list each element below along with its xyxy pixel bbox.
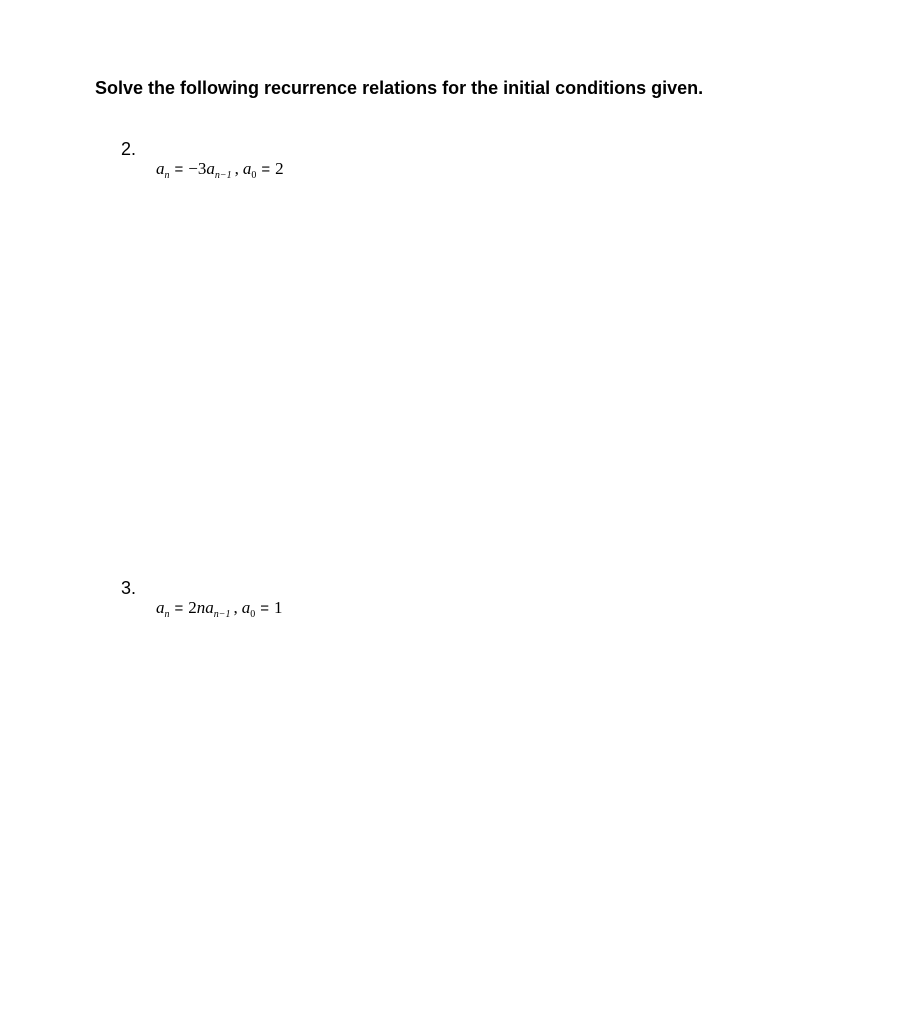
lhs-variable: a <box>156 598 165 617</box>
lhs-variable: a <box>156 159 165 178</box>
initial-value: 1 <box>274 598 283 617</box>
rhs-subscript-text: n−1 <box>214 170 232 181</box>
recurrence-equation-3 <box>156 597 283 622</box>
coefficient-variable: n <box>196 598 206 617</box>
initial-equals-sign: = <box>261 161 271 178</box>
coefficient: −3 <box>188 159 207 178</box>
initial-value: 2 <box>275 159 284 178</box>
problem-number-3: 3. <box>121 578 137 598</box>
problem-number-2: 2. <box>121 139 137 159</box>
equals-sign: = <box>174 600 184 617</box>
coefficient: 2 <box>188 598 197 617</box>
equals-sign: = <box>174 161 184 178</box>
instruction-heading: Solve the following recurrence relations for the initial conditions given. <box>95 78 704 98</box>
recurrence-equation-2 <box>156 158 284 183</box>
initial-variable: a <box>242 159 252 178</box>
rhs-variable: a <box>205 598 214 617</box>
initial-subscript: 0 <box>251 170 257 181</box>
initial-equals-sign: = <box>260 600 270 617</box>
rhs-variable: a <box>206 159 215 178</box>
lhs-subscript: n <box>164 170 170 181</box>
lhs-subscript: n <box>164 609 170 620</box>
initial-variable: a <box>241 598 251 617</box>
rhs-subscript <box>215 170 232 181</box>
separator-comma: , <box>234 159 239 178</box>
initial-subscript: 0 <box>250 609 256 620</box>
rhs-subscript <box>214 609 231 620</box>
rhs-subscript-text: n−1 <box>213 609 231 620</box>
separator-comma: , <box>233 598 238 617</box>
